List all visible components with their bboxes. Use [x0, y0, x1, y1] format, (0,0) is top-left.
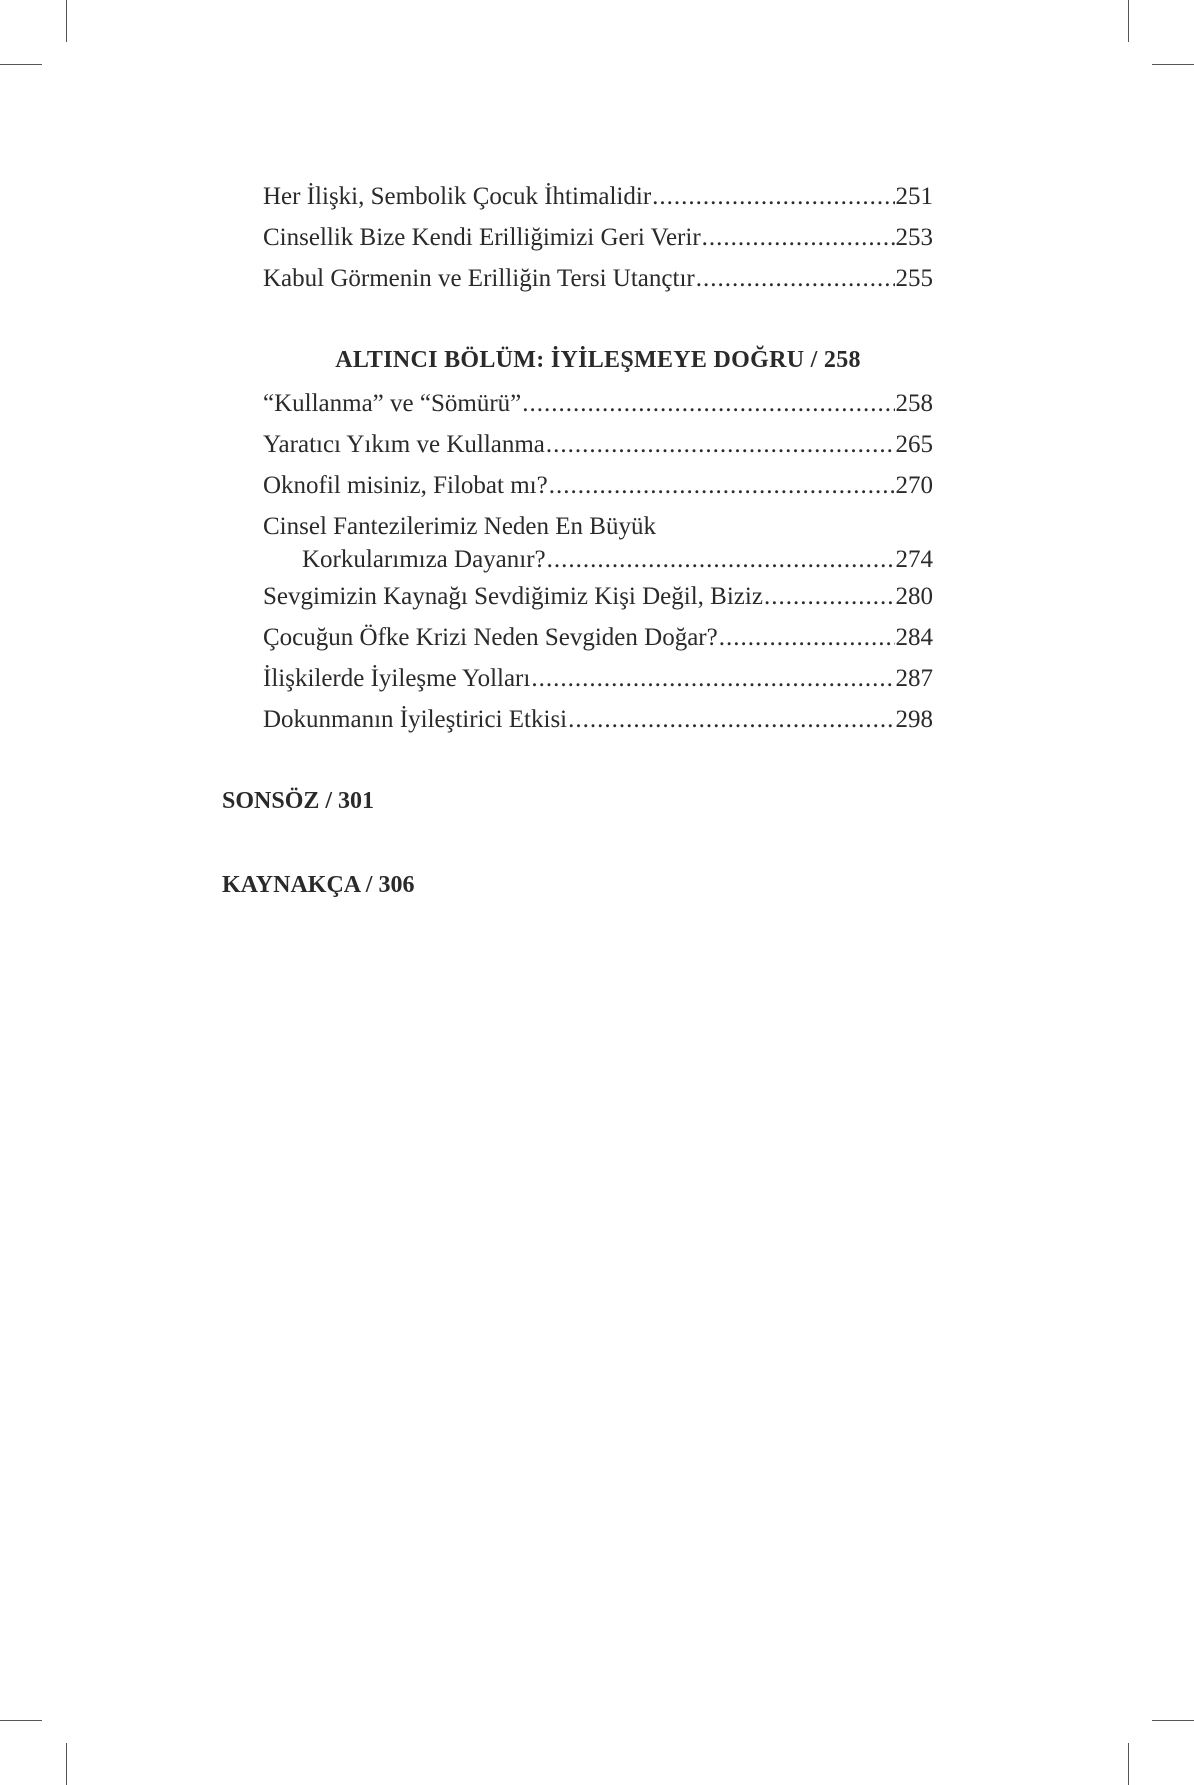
toc-entry: [263, 176, 933, 217]
crop-mark-bottom-right-h: [1152, 1720, 1194, 1721]
toc-entry-title: Çocuğun Öfke Krizi Neden Sevgiden Doğar?: [263, 624, 718, 651]
toc-entry-title: Her İlişki, Sembolik Çocuk İhtimalidir: [263, 183, 652, 210]
crop-mark-top-left: [66, 0, 67, 42]
toc-entry-title: Cinsellik Bize Kendi Erilliğimizi Geri Verir: [263, 224, 701, 251]
afterword-heading: SONSÖZ / 301: [222, 788, 375, 814]
crop-mark-bottom-left: [66, 1743, 67, 1785]
crop-mark-bottom-left-h: [0, 1720, 42, 1721]
crop-mark-top-left-h: [0, 64, 42, 65]
toc-entry-page: 270: [895, 472, 933, 499]
toc-entry-wrapped: [263, 506, 933, 576]
toc-entry-title-line2: Korkularımıza Dayanır?: [302, 546, 546, 573]
crop-mark-top-right-h: [1152, 64, 1194, 65]
dot-leader: [719, 617, 895, 658]
toc-entry-title: Dokunmanın İyileştirici Etkisi: [263, 706, 568, 733]
toc-entry: [263, 617, 933, 658]
dot-leader: [549, 465, 895, 506]
toc-entry-line2: [263, 543, 933, 576]
crop-mark-bottom-right: [1128, 1743, 1129, 1785]
toc-entry: [263, 258, 933, 299]
toc-entry: [263, 658, 933, 699]
dot-leader: [764, 576, 895, 617]
toc-entry-title: Kabul Görmenin ve Erilliğin Tersi Utançtır: [263, 265, 695, 292]
toc-entry-title: Sevgimizin Kaynağı Sevdiğimiz Kişi Değil, Biziz: [263, 583, 763, 610]
toc-entry-title: İlişkilerde İyileşme Yolları: [263, 665, 531, 692]
toc-entry: [263, 465, 933, 506]
toc-entry-title: Oknofil misiniz, Filobat mı?: [263, 472, 548, 499]
toc-entry-page: 287: [895, 665, 933, 692]
toc-entry-page: 274: [895, 546, 933, 573]
toc-entry: [263, 217, 933, 258]
bibliography-heading: KAYNAKÇA / 306: [222, 872, 415, 898]
toc-entry-title: Yaratıcı Yıkım ve Kullanma: [263, 431, 545, 458]
dot-leader: [702, 217, 895, 258]
dot-leader: [547, 543, 895, 576]
toc-entry-page: 258: [895, 390, 933, 417]
toc-entry-title: “Kullanma” ve “Sömürü”: [263, 390, 522, 417]
toc-entry-page: 298: [895, 706, 933, 733]
crop-mark-top-right: [1128, 0, 1129, 42]
toc-entry: [263, 383, 933, 424]
toc-entry: [263, 424, 933, 465]
toc-entry-page: 251: [895, 183, 933, 210]
toc-entry-page: 253: [895, 224, 933, 251]
dot-leader: [696, 258, 895, 299]
toc-entry-page: 280: [895, 583, 933, 610]
dot-leader: [568, 699, 894, 740]
table-of-contents: [263, 176, 933, 740]
toc-entry: [263, 576, 933, 617]
dot-leader: [531, 658, 894, 699]
dot-leader: [546, 424, 895, 465]
toc-entry-title-line1: Cinsel Fantezilerimiz Neden En Büyük: [263, 513, 656, 540]
dot-leader: [522, 383, 894, 424]
dot-leader: [652, 176, 894, 217]
chapter-heading: ALTINCI BÖLÜM: İYİLEŞMEYE DOĞRU / 258: [335, 347, 861, 373]
toc-entry: [263, 699, 933, 740]
toc-entry-page: 255: [895, 265, 933, 292]
toc-entry-page: 265: [895, 431, 933, 458]
toc-entry-page: 284: [895, 624, 933, 651]
